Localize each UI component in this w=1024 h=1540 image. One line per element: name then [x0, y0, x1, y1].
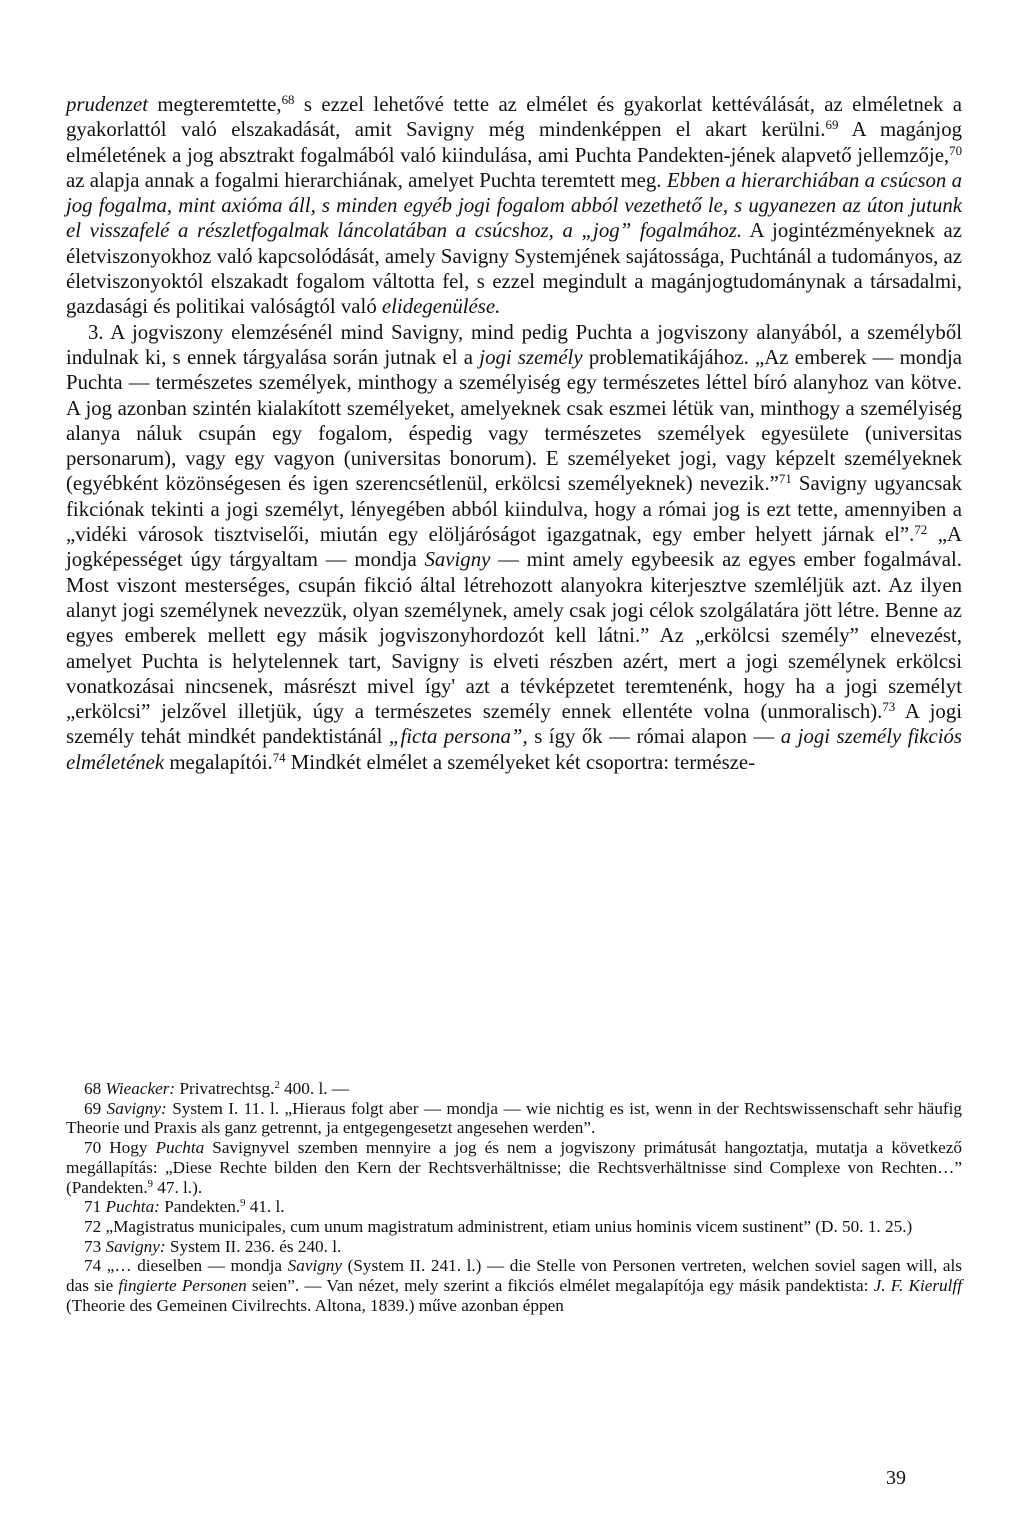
footnote-69 [66, 1099, 962, 1138]
italic-text: „ficta persona”, [388, 725, 528, 749]
italic-text: Puchta [155, 1138, 205, 1158]
footnote-reference: 2 [274, 1080, 280, 1092]
italic-text: fingierte Personen [118, 1276, 247, 1296]
footnote-70 [66, 1138, 962, 1197]
text-run: problematikájához. „Az emberek — mondja Puchta — természetes személyek, minthogy a személyiség egy természetes léttel bíró alanyhoz van kötve. A jog azonban szintén kialakított személyeket, amelyeknek csak eszmei létük van, minthogy a személyiség alanya náluk csupán egy fogalom, éspedig vagy természetes személyek egyesülete (universitas personarum), vagy egy vagyon (universitas bonorum). E személyeket jogi, vagy képzelt személyeknek (egyébként közönségesen és igen szerencsétlenül, erkölcsi személyeknek) nevezik.” [66, 345, 963, 496]
italic-text: Ebben a hierarchiában a csúcson a jog fogalma, mint axióma áll, s minden egyéb jogi fogalom abból vezethető le, s ugyanezen az úton jutunk el visszafelé a részletfogalmak láncolatában a csúcshoz, a „jog” fogalmához. [66, 168, 962, 243]
footnote-reference: 69 [825, 118, 839, 133]
text-run: seien”. — Van nézet, mely szerint a fikciós elmélet megalapítója egy másik pandektista: [246, 1276, 874, 1296]
text-run: s ezzel lehetővé tette az elmélet és gyakorlat kettéválását, az elméletnek a gyakorlattól való elszakadását, amit Savigny még mindenképpen el akart kerülni. [66, 93, 963, 142]
italic-text: Savigny: [106, 1098, 167, 1118]
footnote-71 [66, 1197, 962, 1217]
text-run: System I. 11. l. „Hieraus folgt aber — mondja — wie nichtig es ist, wenn in der Rechtswissenschaft sehr häufig Theorie und Praxis als ganz getrennt, ja entgegengesetzt angesehen werden”. [66, 1098, 963, 1138]
footnote-74 [66, 1256, 962, 1315]
text-run: „A jogképességet úgy tárgyaltam — mondja [66, 523, 962, 572]
text-run: — mint amely egybeesik az egyes ember fogalmával. Most viszont mesterséges, csupán fikció által létrehozott alanyokra kiterjesztve szemléljük azt. Az ilyen alanyt jogi személynek nevezzük, olyan személynek, amely csak jogi célok szolgálatára jött létre. Benne az egyes emberek mellett egy másik jogviszonyhordozót kell látni.” Az „erkölcsi személy” elnevezést, amelyet Puchta is helytelennek tart, Savigny is elveti részben azért, mert a jogi személynek erkölcsi vonatkozásai nincsenek, másrészt mivel így' azt a tévképzetet teremtenénk, hogy ha a jogi személyt „erkölcsi” jelzővel illetjük, úgy a természetes személy ennek ellentéte volna (unmoralisch). [66, 548, 962, 724]
text-run: 47. l.). [152, 1177, 203, 1197]
footnote-reference: 9 [147, 1178, 153, 1190]
footnote-68 [66, 1079, 962, 1099]
italic-text: Puchta: [105, 1197, 160, 1217]
page-number: 39 [886, 1467, 906, 1489]
italic-text: prudenzet [66, 93, 149, 116]
text-run: 74 „… dieselben — mondja [84, 1256, 288, 1276]
footnote-reference: 73 [882, 700, 896, 715]
text-run: s így ők — római alapon — [527, 725, 781, 749]
text-run: A jogintézményeknek az életviszonyokhoz való kapcsolódását, amely Savigny Systemjének sajátossága, Puchtánál a tudományos, az életviszonyoktól elszakadt fogalom váltotta fel, s ezzel megindult a magánjogtudománynak a társadalmi, gazdasági és politikai valóságtól való [66, 219, 962, 319]
italic-text: Savigny: [105, 1236, 166, 1256]
italic-text: J. F. Kierulff [873, 1276, 962, 1296]
text-run: (System II. 241. l.) — die Stelle von Personen vertreten, welchen soviel sagen will, als das sie [66, 1256, 962, 1296]
text-run: 41. l. [245, 1197, 285, 1217]
footnote-reference: 9 [240, 1198, 246, 1210]
footnote-reference: 68 [281, 92, 295, 107]
text-run: 72 „Magistratus municipales, cum unum magistratum administrent, etiam unius hominis vicem sustinent” (D. 50. 1. 25.) [84, 1216, 913, 1236]
footnote-72 [66, 1217, 962, 1237]
text-run: 400. l. — [279, 1079, 350, 1098]
text-run: 73 [84, 1236, 106, 1256]
text-run: Mindkét elmélet a személyeket két csoportra: természe- [285, 750, 756, 774]
text-run: A jogi személy tehát mindkét pandektistánál [66, 700, 962, 749]
italic-text: jogi személy [479, 345, 583, 369]
text-run: megteremtette, [148, 93, 282, 116]
footnote-73 [66, 1237, 962, 1257]
text-run: System II. 236. és 240. l. [165, 1236, 342, 1256]
italic-text: a jogi személy fikciós elméletének [66, 725, 963, 774]
text-run: Savignyvel szemben mennyire a jog és nem a jogviszony primátusát hangoztatja, mutatja a következő megállapítás: „Diese Rechte bilden den Kern der Rechtsverhältnisse; die Rechtsverhältnisse sind Complexe von Rechten…” (Pandekten. [66, 1138, 962, 1197]
text-run: (Theorie des Gemeinen Civilrechts. Altona, 1839.) műve azonban éppen [66, 1295, 564, 1315]
footnote-reference: 74 [272, 750, 286, 765]
text-run: az alapja annak a fogalmi hierarchiának, amelyet Puchta teremtett meg. [66, 168, 667, 192]
text-run: Savigny ugyancsak fikciónak tekinti a jogi személyt, lényegében abból kiindulva, hogy a római jog is ezt tette, amennyiben a „vidéki városok tisztviselői, miután egy elöljáróságot igazgatnak, egy ember helyett járnak el”. [66, 472, 962, 547]
text-run: 68 [84, 1079, 106, 1098]
footnote-reference: 71 [778, 472, 792, 487]
text-run: A magánjog elméletének a jog absztrakt fogalmából való kiindulása, ami Puchta Pandekten-jének alapvető jellemzője, [66, 118, 963, 167]
italic-text: elidegenülése. [381, 295, 501, 319]
italic-text: Savigny [287, 1256, 343, 1276]
text-run: Privatrechtsg. [175, 1079, 275, 1098]
text-run: megalapítói. [164, 750, 273, 774]
footnote-reference: 70 [949, 143, 962, 158]
main-text [66, 92, 962, 775]
italic-text: Savigny [424, 548, 491, 572]
italic-text: Wieacker: [105, 1079, 176, 1098]
text-run: 71 [84, 1197, 106, 1217]
text-run: Pandekten. [159, 1197, 241, 1217]
text-run: 3. A jogviszony elemzésénél mind Savigny, mind pedig Puchta a jogviszony alanyából, a személyből indulnak ki, s ennek tárgyalása során jutnak el a [66, 320, 962, 369]
footnotes [66, 1079, 962, 1315]
text-run: 69 [84, 1098, 107, 1118]
text-run: 70 Hogy [84, 1138, 156, 1158]
paragraph-1 [66, 92, 962, 320]
footnote-reference: 72 [914, 522, 928, 537]
paragraph-2 [66, 320, 962, 775]
